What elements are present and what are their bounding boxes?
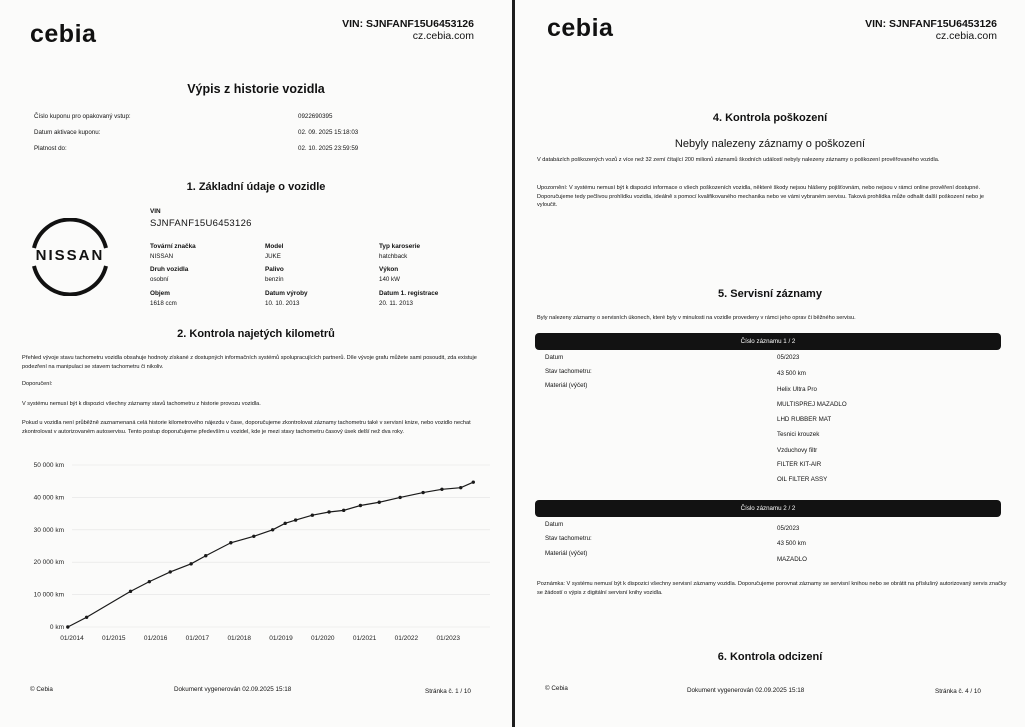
- record-2-materials-label: Materiál (výčet): [545, 550, 588, 557]
- nissan-logo: [22, 218, 118, 296]
- odometer-data-point: [359, 504, 362, 507]
- odometer-data-point: [421, 491, 424, 494]
- recommendation-label: Doporučení:: [22, 381, 53, 387]
- vin-value: SJNFANF15U6453126: [150, 218, 252, 229]
- y-tick-label: 50 000 km: [33, 462, 64, 469]
- material-item: Helix Ultra Pro: [777, 386, 817, 393]
- odometer-chart: [0, 455, 512, 650]
- x-tick-label: 01/2019: [269, 635, 293, 642]
- footer-page-number: Stránka č. 1 / 10: [425, 688, 471, 695]
- record-2-header: Číslo záznamu 2 / 2: [535, 500, 1001, 517]
- report-page-1: [0, 0, 512, 727]
- material-item: MAZADLO: [777, 556, 807, 563]
- nissan-wordmark: NISSAN: [35, 247, 105, 264]
- field-label: Datum výroby: [265, 290, 308, 297]
- site-link[interactable]: cz.cebia.com: [412, 30, 474, 42]
- damage-warning: Upozornění: V systému nemusí být k dispozici informace o všech poškozeních vozidla, některé škody nejsou hlášeny pojišťovnám, nebo nejsou v rámci online prověření dostupné. Doporučujeme tedy pečlivou prohlídku vozidla, ideálně s pomocí kvalifikovaného mechanika nebo ve vámi vybraném servisu. Taková prohlídka může odhalit další poškození nebo je vyloučit.: [537, 185, 985, 208]
- material-item: Tesnici krouzek: [777, 431, 820, 438]
- odometer-data-point: [129, 590, 132, 593]
- field-label: Objem: [150, 290, 170, 297]
- section2-title: 2. Kontrola najetých kilometrů: [177, 328, 335, 340]
- odometer-data-point: [311, 514, 314, 517]
- field-value: NISSAN: [150, 253, 174, 260]
- y-tick-label: 10 000 km: [33, 591, 64, 599]
- coupon-label: Číslo kuponu pro opakovaný vstup:: [34, 113, 131, 120]
- material-item: MULTISPREJ MAZADLO: [777, 401, 847, 408]
- odometer-data-point: [204, 554, 207, 557]
- odometer-data-point: [378, 501, 381, 504]
- site-link[interactable]: cz.cebia.com: [935, 30, 997, 42]
- x-tick-label: 01/2022: [394, 635, 419, 642]
- validity-value: 02. 10. 2025 23:59:59: [298, 145, 359, 152]
- record-1-header: Číslo záznamu 1 / 2: [535, 333, 1001, 350]
- field-label: Tovární značka: [150, 243, 196, 250]
- field-value: 1618 ccm: [150, 300, 177, 307]
- no-damage-heading: Nebyly nalezeny záznamy o poškození: [674, 138, 866, 150]
- recommendation-detail: Pokud u vozidla není průběžně zaznamenaná celá historie kilometrového nájezdu v čase, doporučujeme zkontrolovat záznamy tachometru také v servisní knize, nebo vozidlo nechat zkontrolovat v autorizovaném autoservisu. Tento postup doporučujeme především u vozidel, kde je mezi stavy tachometru časový úsek delší než dva roky.: [22, 420, 471, 435]
- field-value: hatchback: [379, 253, 408, 260]
- x-tick-label: 01/2020: [311, 635, 335, 642]
- odometer-data-point: [283, 522, 286, 525]
- odometer-intro: Přehled vývoje stavu tachometru vozidla obsahuje hodnoty získané z dostupných informačních systémů spolupracujících partnerů. Díle vývoje grafu můžete sami posoudit, zda existuje podezření na manipulaci se stavem tachometru či nikoliv.: [22, 355, 477, 370]
- vin-header-text: VIN: SJNFANF15U6453126: [342, 18, 474, 30]
- material-item: Vzduchovy filtr: [777, 447, 818, 454]
- report-page-4: [515, 0, 1025, 727]
- x-tick-label: 01/2018: [227, 635, 251, 642]
- odometer-data-point: [229, 541, 232, 544]
- field-label: Typ karoserie: [379, 243, 421, 250]
- section1-title: 1. Základní údaje o vozidle: [186, 181, 326, 193]
- field-label: Palivo: [265, 266, 284, 273]
- section6-title: 6. Kontrola odcizení: [717, 651, 823, 663]
- y-tick-label: 40 000 km: [33, 494, 64, 502]
- record-1-date-label: Datum: [545, 354, 564, 361]
- x-tick-label: 01/2016: [143, 635, 168, 642]
- y-tick-label: 20 000 km: [33, 559, 64, 567]
- odometer-data-point: [169, 570, 172, 573]
- vin-header: [342, 18, 474, 42]
- damage-text: V databázích poškozených vozů z více než 32 zemí čítající 200 milionů záznamů škodních událostí nebyly nalezeny záznamy o poškození prověřovaného vozidla.: [537, 157, 940, 163]
- odometer-data-point: [294, 518, 297, 521]
- page-title: Výpis z historie vozidla: [187, 82, 325, 96]
- odometer-data-point: [252, 535, 255, 538]
- field-value: 20. 11. 2013: [379, 300, 413, 307]
- odometer-data-point: [66, 625, 69, 628]
- odometer-data-point: [472, 480, 475, 483]
- record-1-odo: 43 500 km: [777, 370, 806, 377]
- record-2-date-label: Datum: [545, 521, 564, 528]
- service-note: Poznámka: V systému nemusí být k dispozici všechny servisní záznamy vozidla. Doporučujeme porovnat záznamy se servisní knihou nebo se obrátit na příslušný autorizovaný servis značky se žádostí o výpis z digitální servisní knihy vozidla.: [537, 581, 1007, 596]
- validity-label: Platnost do:: [34, 145, 67, 152]
- vin-header: [865, 18, 997, 42]
- odometer-data-point: [342, 509, 345, 512]
- section4-title: 4. Kontrola poškození: [712, 112, 828, 124]
- field-label: Výkon: [379, 266, 399, 273]
- footer-generated: Dokument vygenerován 02.09.2025 15:18: [687, 687, 805, 694]
- odometer-data-point: [440, 488, 443, 491]
- footer-generated: Dokument vygenerován 02.09.2025 15:18: [174, 686, 292, 693]
- recommendation-text: V systému nemusí být k dispozici všechny záznamy stavů tachometru z historie provozu vozidla.: [22, 401, 261, 407]
- y-tick-label: 0 km: [49, 624, 64, 631]
- field-label: Datum 1. registrace: [379, 290, 439, 297]
- vin-label: VIN: [150, 208, 161, 215]
- odometer-data-point: [189, 562, 192, 565]
- record-1-odo-label: Stav tachometru:: [545, 368, 592, 375]
- odometer-data-point: [398, 496, 401, 499]
- x-tick-label: 01/2014: [60, 635, 84, 642]
- material-item: OIL FILTER ASSY: [777, 476, 828, 483]
- odometer-data-point: [327, 510, 330, 513]
- odometer-data-point: [459, 486, 462, 489]
- odometer-data-point: [271, 528, 274, 531]
- field-value: osobní: [150, 276, 169, 283]
- cebia-logo: cebia: [547, 14, 614, 42]
- activation-value: 02. 09. 2025 15:18:03: [298, 129, 359, 136]
- cebia-logo: cebia: [30, 20, 97, 48]
- y-tick-label: 30 000 km: [33, 526, 64, 534]
- x-tick-label: 01/2015: [102, 635, 126, 642]
- record-2-date: 05/2023: [777, 525, 800, 532]
- odometer-data-point: [148, 580, 151, 583]
- footer-copyright: © Cebia: [545, 685, 568, 692]
- coupon-value: 0922690395: [298, 113, 333, 120]
- footer-page-number: Stránka č. 4 / 10: [935, 688, 981, 695]
- section5-title: 5. Servisní záznamy: [718, 288, 822, 300]
- record-2-odo: 43 500 km: [777, 540, 806, 547]
- footer-copyright: © Cebia: [30, 686, 53, 693]
- service-intro: Byly nalezeny záznamy o servisních úkonech, které byly v minulosti na vozidle provedeny v rámci jeho oprav či běžného servisu.: [537, 315, 856, 321]
- x-tick-label: 01/2017: [185, 635, 210, 642]
- field-label: Druh vozidla: [150, 266, 189, 273]
- field-label: Model: [265, 243, 284, 250]
- record-1-date: 05/2023: [777, 354, 800, 361]
- record-1-materials-label: Materiál (výčet): [545, 382, 588, 389]
- record-2-odo-label: Stav tachometru:: [545, 535, 592, 542]
- material-item: LHD RUBBER MAT: [777, 416, 832, 423]
- x-tick-label: 01/2023: [436, 635, 460, 642]
- field-value: benzín: [265, 276, 284, 283]
- odometer-data-point: [85, 616, 88, 619]
- field-value: 140 kW: [379, 276, 400, 283]
- material-item: FILTER KIT-AIR: [777, 461, 822, 468]
- x-tick-label: 01/2021: [352, 635, 377, 642]
- odometer-series-line: [68, 482, 473, 627]
- activation-label: Datum aktivace kuponu:: [34, 129, 101, 136]
- field-value: 10. 10. 2013: [265, 300, 300, 307]
- field-value: JUKE: [265, 253, 281, 260]
- vin-header-text: VIN: SJNFANF15U6453126: [865, 18, 997, 30]
